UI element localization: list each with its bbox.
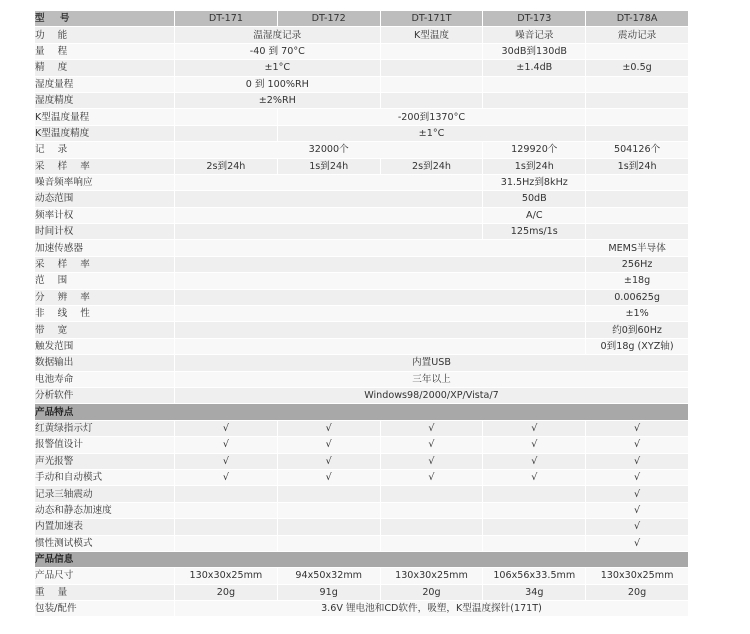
table-row <box>35 535 689 551</box>
table-row <box>35 76 689 92</box>
check-mark-cell <box>175 502 278 518</box>
table-row <box>35 306 689 322</box>
spec-cell <box>175 109 278 125</box>
header-model: DT-172 <box>277 11 380 27</box>
check-mark-cell <box>483 535 586 551</box>
header-model: DT-178A <box>586 11 689 27</box>
spec-cell <box>175 256 586 272</box>
spec-cell <box>175 224 483 240</box>
table-row <box>35 43 689 59</box>
table-row <box>35 437 689 453</box>
spec-cell <box>586 224 689 240</box>
spec-cell: 内置USB <box>175 355 689 371</box>
table-row <box>35 338 689 354</box>
spec-cell: 130x30x25mm <box>380 568 483 584</box>
check-mark-cell <box>277 502 380 518</box>
section-header-row <box>35 404 689 420</box>
check-mark-cell <box>277 519 380 535</box>
spec-cell <box>586 125 689 141</box>
row-label: 噪音频率响应 <box>35 174 175 190</box>
table-row <box>35 207 689 223</box>
header-row <box>35 11 689 27</box>
row-label: 红黄绿指示灯 <box>35 420 175 436</box>
spec-cell: 0 到 100%RH <box>175 76 381 92</box>
row-label: 带 宽 <box>35 322 175 338</box>
row-label: 报警值设计 <box>35 437 175 453</box>
table-row <box>35 469 689 485</box>
table-row <box>35 240 689 256</box>
spec-cell: 1s到24h <box>586 158 689 174</box>
row-label: 采 样 率 <box>35 158 175 174</box>
table-row <box>35 125 689 141</box>
spec-cell: 91g <box>277 584 380 600</box>
spec-cell <box>586 109 689 125</box>
spec-cell: 1s到24h <box>483 158 586 174</box>
spec-cell: 50dB <box>483 191 586 207</box>
spec-cell: 34g <box>483 584 586 600</box>
row-label: 手动和自动模式 <box>35 469 175 485</box>
spec-cell <box>483 76 586 92</box>
spec-cell: ±1°C <box>277 125 585 141</box>
spec-cell: ±2%RH <box>175 92 381 108</box>
row-label: 范 围 <box>35 273 175 289</box>
spec-cell: 20g <box>380 584 483 600</box>
spec-cell: 130x30x25mm <box>175 568 278 584</box>
spec-cell: 130x30x25mm <box>586 568 689 584</box>
table-row <box>35 355 689 371</box>
spec-cell: ±1.4dB <box>483 60 586 76</box>
check-mark-cell: √ <box>586 420 689 436</box>
table-row <box>35 289 689 305</box>
section-header-row <box>35 551 689 567</box>
row-label: K型温度精度 <box>35 125 175 141</box>
row-label: 记 录 <box>35 142 175 158</box>
check-mark-cell: √ <box>483 469 586 485</box>
check-mark-cell: √ <box>175 453 278 469</box>
row-label: 重 量 <box>35 584 175 600</box>
table-row <box>35 486 689 502</box>
spec-cell <box>175 306 586 322</box>
table-row <box>35 158 689 174</box>
table-row <box>35 191 689 207</box>
spec-cell <box>175 322 586 338</box>
table-row <box>35 601 689 617</box>
spec-cell <box>175 240 586 256</box>
spec-cell: 温湿度记录 <box>175 27 381 43</box>
check-mark-cell: √ <box>277 437 380 453</box>
spec-cell: ±1% <box>586 306 689 322</box>
check-mark-cell <box>175 535 278 551</box>
check-mark-cell: √ <box>586 437 689 453</box>
spec-cell: 震动记录 <box>586 27 689 43</box>
spec-cell: 0到18g (XYZ轴) <box>586 338 689 354</box>
row-label: 数据输出 <box>35 355 175 371</box>
spec-cell <box>175 174 483 190</box>
row-label: 采 样 率 <box>35 256 175 272</box>
row-label: 功 能 <box>35 27 175 43</box>
check-mark-cell <box>277 486 380 502</box>
spec-table-body <box>35 11 689 617</box>
table-row <box>35 519 689 535</box>
spec-cell <box>175 207 483 223</box>
table-row <box>35 453 689 469</box>
check-mark-cell: √ <box>586 453 689 469</box>
table-row <box>35 371 689 387</box>
check-mark-cell: √ <box>175 469 278 485</box>
spec-cell: 504126个 <box>586 142 689 158</box>
check-mark-cell: √ <box>277 420 380 436</box>
row-label: 时间计权 <box>35 224 175 240</box>
table-row <box>35 174 689 190</box>
check-mark-cell: √ <box>586 502 689 518</box>
check-mark-cell <box>175 486 278 502</box>
check-mark-cell <box>483 486 586 502</box>
check-mark-cell: √ <box>586 469 689 485</box>
spec-cell <box>175 338 586 354</box>
row-label: 频率计权 <box>35 207 175 223</box>
check-mark-cell <box>380 486 483 502</box>
spec-cell: 256Hz <box>586 256 689 272</box>
check-mark-cell: √ <box>586 486 689 502</box>
row-label: K型温度量程 <box>35 109 175 125</box>
row-label: 动态和静态加速度 <box>35 502 175 518</box>
spec-cell <box>175 273 586 289</box>
spec-cell <box>175 125 278 141</box>
check-mark-cell: √ <box>380 469 483 485</box>
check-mark-cell <box>380 502 483 518</box>
spec-cell <box>175 289 586 305</box>
header-model-label: 型 号 <box>35 11 175 27</box>
spec-cell: 三年以上 <box>175 371 689 387</box>
check-mark-cell <box>483 519 586 535</box>
header-model: DT-171 <box>175 11 278 27</box>
row-label: 分析软件 <box>35 387 175 403</box>
table-row <box>35 584 689 600</box>
check-mark-cell: √ <box>586 535 689 551</box>
table-row <box>35 568 689 584</box>
spec-cell: -200到1370°C <box>277 109 585 125</box>
spec-cell <box>586 43 689 59</box>
table-row <box>35 420 689 436</box>
row-label: 动态范围 <box>35 191 175 207</box>
row-label: 产品尺寸 <box>35 568 175 584</box>
spec-cell: 94x50x32mm <box>277 568 380 584</box>
spec-cell <box>380 43 483 59</box>
spec-cell <box>175 191 483 207</box>
spec-cell <box>483 92 586 108</box>
check-mark-cell <box>380 535 483 551</box>
header-model: DT-171T <box>380 11 483 27</box>
spec-cell: MEMS半导体 <box>586 240 689 256</box>
spec-cell <box>586 174 689 190</box>
section-title: 产品信息 <box>35 551 689 567</box>
row-label: 声光报警 <box>35 453 175 469</box>
spec-cell: ±0.5g <box>586 60 689 76</box>
check-mark-cell: √ <box>175 420 278 436</box>
spec-cell: 106x56x33.5mm <box>483 568 586 584</box>
spec-cell <box>380 76 483 92</box>
check-mark-cell: √ <box>586 519 689 535</box>
spec-cell: 129920个 <box>483 142 586 158</box>
spec-cell: 125ms/1s <box>483 224 586 240</box>
check-mark-cell: √ <box>483 453 586 469</box>
row-label: 精 度 <box>35 60 175 76</box>
check-mark-cell <box>380 519 483 535</box>
table-row <box>35 502 689 518</box>
spec-cell: 2s到24h <box>380 158 483 174</box>
table-row <box>35 387 689 403</box>
table-row <box>35 92 689 108</box>
check-mark-cell: √ <box>175 437 278 453</box>
check-mark-cell <box>175 519 278 535</box>
row-label: 湿度精度 <box>35 92 175 108</box>
row-label: 电池寿命 <box>35 371 175 387</box>
row-label: 加速传感器 <box>35 240 175 256</box>
spec-cell <box>586 191 689 207</box>
table-row <box>35 256 689 272</box>
spec-cell: 0.00625g <box>586 289 689 305</box>
table-row <box>35 224 689 240</box>
spec-cell: 30dB到130dB <box>483 43 586 59</box>
spec-cell: 31.5Hz到8kHz <box>483 174 586 190</box>
row-label: 触发范围 <box>35 338 175 354</box>
spec-cell <box>586 76 689 92</box>
spec-cell: 20g <box>586 584 689 600</box>
row-label: 内置加速表 <box>35 519 175 535</box>
table-row <box>35 273 689 289</box>
row-label: 非 线 性 <box>35 306 175 322</box>
table-row <box>35 109 689 125</box>
spec-cell <box>380 92 483 108</box>
spec-table <box>34 10 689 617</box>
spec-cell: -40 到 70°C <box>175 43 381 59</box>
table-row <box>35 142 689 158</box>
row-label: 量 程 <box>35 43 175 59</box>
row-label: 记录三轴震动 <box>35 486 175 502</box>
check-mark-cell: √ <box>380 453 483 469</box>
check-mark-cell: √ <box>277 469 380 485</box>
spec-cell: K型温度 <box>380 27 483 43</box>
spec-cell: 20g <box>175 584 278 600</box>
spec-cell: Windows98/2000/XP/Vista/7 <box>175 387 689 403</box>
spec-cell <box>380 60 483 76</box>
check-mark-cell: √ <box>483 437 586 453</box>
check-mark-cell: √ <box>277 453 380 469</box>
check-mark-cell: √ <box>380 437 483 453</box>
section-title: 产品特点 <box>35 404 689 420</box>
row-label: 分 辨 率 <box>35 289 175 305</box>
spec-cell <box>586 92 689 108</box>
table-row <box>35 322 689 338</box>
spec-cell: ±1°C <box>175 60 381 76</box>
check-mark-cell: √ <box>380 420 483 436</box>
header-model: DT-173 <box>483 11 586 27</box>
spec-cell: 3.6V 锂电池和CD软件，吸塑，K型温度探针(171T) <box>175 601 689 617</box>
spec-cell: 约0到60Hz <box>586 322 689 338</box>
spec-cell <box>586 207 689 223</box>
spec-cell: 噪音记录 <box>483 27 586 43</box>
spec-cell: 1s到24h <box>277 158 380 174</box>
row-label: 湿度量程 <box>35 76 175 92</box>
row-label: 惯性测试模式 <box>35 535 175 551</box>
spec-cell: 2s到24h <box>175 158 278 174</box>
spec-cell: 32000个 <box>175 142 483 158</box>
check-mark-cell <box>483 502 586 518</box>
table-row <box>35 60 689 76</box>
spec-cell: A/C <box>483 207 586 223</box>
row-label: 包装/配件 <box>35 601 175 617</box>
table-row <box>35 27 689 43</box>
spec-cell: ±18g <box>586 273 689 289</box>
check-mark-cell: √ <box>483 420 586 436</box>
check-mark-cell <box>277 535 380 551</box>
